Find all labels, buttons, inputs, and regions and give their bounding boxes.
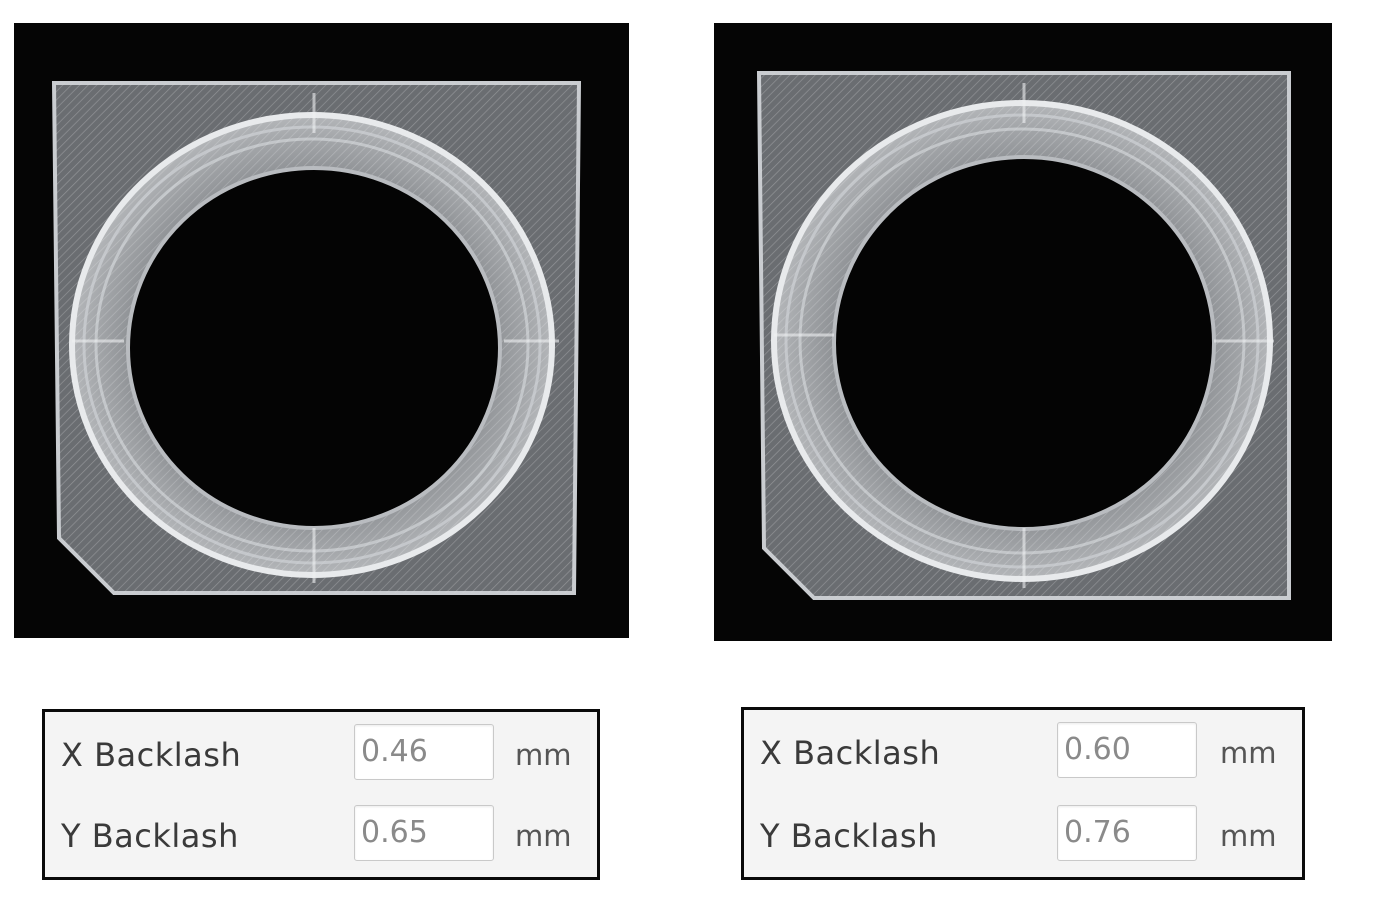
- x-backlash-unit: mm: [1220, 736, 1277, 770]
- x-backlash-label: X Backlash: [61, 736, 242, 774]
- y-backlash-label: Y Backlash: [61, 817, 239, 855]
- ring-hole: [128, 168, 500, 528]
- y-backlash-row: [45, 805, 597, 865]
- ring-hole: [834, 157, 1214, 529]
- x-backlash-label: X Backlash: [760, 734, 941, 772]
- backlash-panel-right: [741, 707, 1305, 880]
- printed-part-image: [14, 23, 629, 638]
- right-print-photo: [714, 23, 1332, 641]
- y-backlash-label: Y Backlash: [760, 817, 938, 855]
- y-backlash-row: [744, 805, 1302, 865]
- y-backlash-unit: mm: [1220, 819, 1277, 853]
- printed-part-image: [714, 23, 1332, 641]
- left-print-photo: [14, 23, 629, 638]
- x-backlash-unit: mm: [515, 738, 572, 772]
- y-backlash-unit: mm: [515, 819, 572, 853]
- x-backlash-row: [45, 724, 597, 784]
- x-backlash-input[interactable]: 0.46: [354, 724, 494, 780]
- y-backlash-input[interactable]: 0.65: [354, 805, 494, 861]
- backlash-panel-left: [42, 709, 600, 880]
- x-backlash-input[interactable]: 0.60: [1057, 722, 1197, 778]
- y-backlash-input[interactable]: 0.76: [1057, 805, 1197, 861]
- x-backlash-row: [744, 722, 1302, 782]
